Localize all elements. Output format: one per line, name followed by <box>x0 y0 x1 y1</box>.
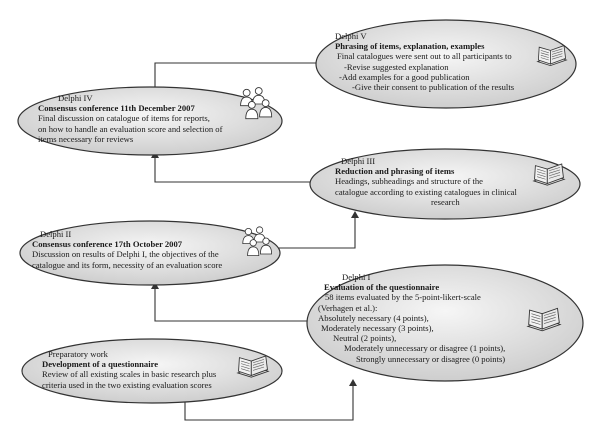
preparatory-line: Review of all existing scales in basic research plus <box>42 369 217 380</box>
delphi1-line: Absolutely necessary (4 points), <box>318 312 429 323</box>
delphi2-line: Discussion on results of Delphi I, the objectives of the <box>32 249 219 260</box>
delphi3-label: Delphi III <box>341 156 376 166</box>
delphi2-line: catalogue and its form, necessity of an evaluation score <box>32 259 223 270</box>
delphi3-line: Headings, subheadings and structure of the <box>335 176 483 187</box>
delphi1-heading: Evaluation of the questionnaire <box>324 282 440 293</box>
delphi3-line: catalogue according to existing catalogues in clinical <box>335 186 517 197</box>
delphi5-line: -Give their consent to publication of the results <box>352 82 515 93</box>
delphi1-line: (Verhagen et al.): <box>318 302 378 313</box>
delphi1-line: Strongly unnecessary or disagree (0 points) <box>356 353 506 364</box>
delphi5-label: Delphi V <box>335 31 367 41</box>
delphi1-line: Neutral (2 points), <box>333 333 397 344</box>
connector-delphi4-to-delphi5 <box>155 63 316 91</box>
connector-delphi1-to-delphi2 <box>155 283 318 321</box>
delphi4-label: Delphi IV <box>58 93 93 103</box>
delphi1-line: Moderately unnecessary or disagree (1 points), <box>344 343 506 354</box>
delphi4-line: items necessary for reviews <box>38 133 134 144</box>
preparatory-heading: Development of a questionnaire <box>42 359 159 370</box>
delphi5-node <box>335 31 545 92</box>
delphi2-label: Delphi II <box>40 229 72 239</box>
delphi3-heading: Reduction and phrasing of items <box>335 166 455 177</box>
delphi5-line: Final catalogues were sent out to all participants to <box>337 51 512 62</box>
delphi4-heading: Consensus conference 11th December 2007 <box>38 103 195 114</box>
delphi4-node <box>38 93 253 144</box>
preparatory-line: criteria used in the two existing evaluation scores <box>42 379 212 390</box>
preparatory-node <box>42 349 257 390</box>
delphi2-heading: Consensus conference 17th October 2007 <box>32 239 183 250</box>
delphi3-line: research <box>431 196 460 207</box>
delphi4-line: Final discussion on catalogue of items for reports, <box>38 113 210 124</box>
delphi4-line: on how to handle an evaluation score and selection of <box>38 123 223 134</box>
preparatory-label: Preparatory work <box>48 349 108 359</box>
delphi1-line: 58 items evaluated by the 5-point-likert-scale <box>325 292 481 303</box>
connector-delphi2-to-delphi3 <box>275 212 355 248</box>
delphi3-node <box>335 156 535 207</box>
delphi1-label: Delphi I <box>342 272 371 282</box>
delphi1-line: Moderately necessary (3 points), <box>321 323 434 334</box>
delphi2-node <box>32 229 252 270</box>
delphi5-line: -Revise suggested explanation <box>344 61 449 72</box>
delphi1-node <box>318 272 533 364</box>
connector-delphi3-to-delphi4 <box>155 152 313 182</box>
delphi5-line: -Add examples for a good publication <box>339 71 470 82</box>
delphi5-heading: Phrasing of items, explanation, examples <box>335 41 485 52</box>
